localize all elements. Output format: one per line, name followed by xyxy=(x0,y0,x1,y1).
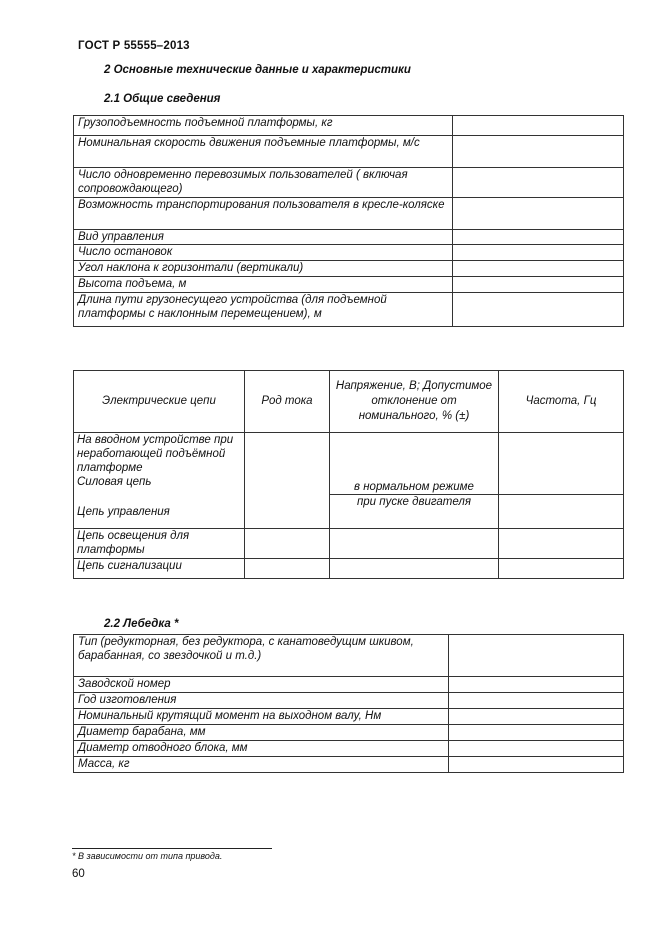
header-current-type: Род тока xyxy=(245,371,330,433)
row-label: Число остановок xyxy=(74,245,453,261)
table-row xyxy=(74,529,624,559)
frequency-cell xyxy=(499,433,624,495)
value-cell xyxy=(449,725,624,741)
table-row xyxy=(74,757,624,773)
value-cell xyxy=(449,635,624,677)
value-cell xyxy=(449,693,624,709)
value-cell xyxy=(449,741,624,757)
page-number: 60 xyxy=(72,868,85,880)
control-circuit-label: Цепь управления xyxy=(77,506,170,518)
row-label: Грузоподъемность подъемной платформы, кг xyxy=(74,116,453,136)
row-label: Число одновременно перевозимых пользователей ( включая сопровождающего) xyxy=(74,168,453,198)
header-frequency: Частота, Гц xyxy=(499,371,624,433)
row-label: Тип (редукторная, без редуктора, с канатоведущим шкивом, барабанная, со звездочкой и т.д.) xyxy=(74,635,449,677)
lighting-label: Цепь освещения для платформы xyxy=(74,529,245,559)
start-mode-label: при пуске двигателя xyxy=(356,496,472,508)
row-label: Заводской номер xyxy=(74,677,449,693)
row-label: Диаметр отводного блока, мм xyxy=(74,741,449,757)
table-row xyxy=(74,261,624,277)
value-cell xyxy=(449,677,624,693)
value-cell xyxy=(245,529,330,559)
value-cell xyxy=(453,116,624,136)
table-row xyxy=(74,559,624,579)
value-cell xyxy=(453,168,624,198)
section-2-1-title: 2.1 Общие сведения xyxy=(104,93,221,105)
general-info-table xyxy=(73,115,624,327)
table-row xyxy=(74,116,624,136)
table-row xyxy=(74,245,624,261)
value-cell xyxy=(453,245,624,261)
row-label: Угол наклона к горизонтали (вертикали) xyxy=(74,261,453,277)
power-circuit-label: Силовая цепь xyxy=(77,476,152,488)
table-row xyxy=(74,635,624,677)
table-row xyxy=(74,198,624,230)
electric-circuits-table xyxy=(73,370,624,579)
value-cell xyxy=(453,277,624,293)
header-voltage: Напряжение, В; Допустимое отклонение от номинального, % (±) xyxy=(330,371,499,433)
row-label: Диаметр барабана, мм xyxy=(74,725,449,741)
start-mode-cell xyxy=(330,495,499,529)
table-row xyxy=(74,230,624,245)
value-cell xyxy=(330,529,499,559)
table-row xyxy=(74,136,624,168)
normal-mode-label: в нормальном режиме xyxy=(354,481,474,493)
section-2-title: 2 Основные технические данные и характеристики xyxy=(104,64,411,76)
table-row xyxy=(74,433,624,495)
normal-mode-cell xyxy=(330,433,499,495)
standard-header: ГОСТ Р 55555–2013 xyxy=(78,40,190,52)
value-cell xyxy=(453,198,624,230)
header-circuits: Электрические цепи xyxy=(74,371,245,433)
row-label: Масса, кг xyxy=(74,757,449,773)
row-label: Возможность транспортирования пользователя в кресле-коляске xyxy=(74,198,453,230)
frequency-cell xyxy=(499,495,624,529)
table-row xyxy=(74,293,624,327)
footnote: * В зависимости от типа привода. xyxy=(72,851,223,861)
row-label: Номинальная скорость движения подъемные платформы, м/с xyxy=(74,136,453,168)
row-label: Номинальный крутящий момент на выходном валу, Нм xyxy=(74,709,449,725)
table-row xyxy=(74,168,624,198)
input-device-label: На вводном устройстве при неработающей подъёмной платформе xyxy=(77,434,234,474)
table-header-row xyxy=(74,371,624,433)
winch-table xyxy=(73,634,624,773)
row-label: Вид управления xyxy=(74,230,453,245)
signaling-label: Цепь сигнализации xyxy=(74,559,245,579)
section-2-2-title: 2.2 Лебедка * xyxy=(104,618,179,630)
table-row xyxy=(74,693,624,709)
row-label: Высота подъема, м xyxy=(74,277,453,293)
value-cell xyxy=(330,559,499,579)
table-row xyxy=(74,709,624,725)
row-label: Длина пути грузонесущего устройства (для подъемной платформы с наклонным перемещением), м xyxy=(74,293,453,327)
value-cell xyxy=(453,293,624,327)
value-cell xyxy=(499,559,624,579)
value-cell xyxy=(449,709,624,725)
value-cell xyxy=(245,559,330,579)
table-row xyxy=(74,741,624,757)
footnote-divider xyxy=(72,848,272,849)
value-cell xyxy=(499,529,624,559)
value-cell xyxy=(449,757,624,773)
row-label: Год изготовления xyxy=(74,693,449,709)
value-cell xyxy=(453,261,624,277)
table-row xyxy=(74,725,624,741)
value-cell xyxy=(453,136,624,168)
current-type-cell xyxy=(245,433,330,529)
table-row xyxy=(74,677,624,693)
table-row xyxy=(74,277,624,293)
input-device-cell xyxy=(74,433,245,529)
value-cell xyxy=(453,230,624,245)
